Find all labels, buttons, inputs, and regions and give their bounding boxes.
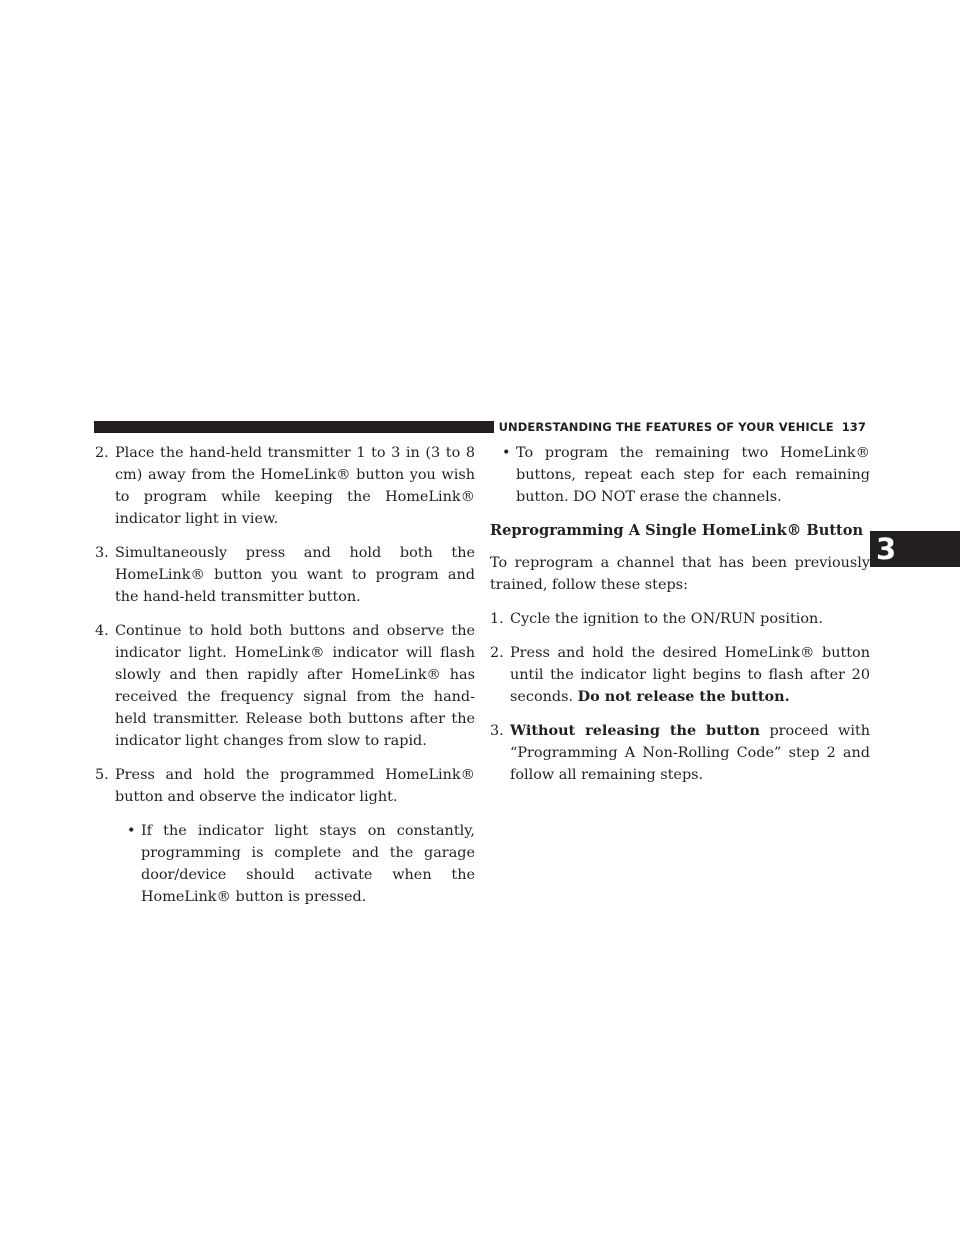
step-text: Cycle the ignition to the ON/RUN position. xyxy=(510,611,823,627)
bullet-icon: • xyxy=(502,445,511,461)
header-text xyxy=(499,419,866,435)
right-column xyxy=(490,442,870,798)
step-item xyxy=(95,620,475,752)
step-text: Press and hold the desired HomeLink® button until the indicator light begins to flash after 20 seconds. xyxy=(510,645,870,705)
step-number: 3. xyxy=(490,723,504,739)
step-text: Press and hold the programmed HomeLink® button and observe the indicator light. xyxy=(115,767,475,805)
step-number: 1. xyxy=(490,611,504,627)
step-number: 5. xyxy=(95,767,109,783)
step-item xyxy=(95,764,475,808)
intro-paragraph: To reprogram a channel that has been previously trained, follow these steps: xyxy=(490,555,870,593)
page-number: 137 xyxy=(841,420,866,434)
step-item xyxy=(95,542,475,608)
step-item xyxy=(490,642,870,708)
left-column xyxy=(95,442,475,920)
chapter-tab: 3 xyxy=(870,531,960,567)
bullet-text: To program the remaining two HomeLink® buttons, repeat each step for each remaining button. DO NOT erase the channels. xyxy=(516,445,870,505)
page-header xyxy=(94,419,894,435)
step-text: proceed with “Programming A Non-Rolling Code” step 2 and follow all remaining steps. xyxy=(510,723,871,783)
step-text: Continue to hold both buttons and observe the indicator light. HomeLink® indicator will flash slowly and then rapidly after HomeLink® has received the frequency signal from the hand-held transmitter. Release both buttons after the indicator light changes from slow to rapid. xyxy=(115,623,475,749)
step-number: 4. xyxy=(95,623,109,639)
bullet-item xyxy=(115,820,475,908)
section-title: UNDERSTANDING THE FEATURES OF YOUR VEHICLE xyxy=(498,420,834,434)
step-number: 2. xyxy=(95,445,109,461)
bullet-text: If the indicator light stays on constantly, programming is complete and the garage door/device should activate when the HomeLink® button is pressed. xyxy=(141,823,475,905)
step-item xyxy=(490,608,870,630)
step-text: Simultaneously press and hold both the HomeLink® button you want to program and the hand-held transmitter button. xyxy=(115,545,475,605)
step-text: Place the hand-held transmitter 1 to 3 in (3 to 8 cm) away from the HomeLink® button you wish to program while keeping the HomeLink® indicator light in view. xyxy=(115,445,475,527)
header-bar xyxy=(94,421,494,433)
bullet-icon: • xyxy=(127,823,136,839)
section-heading: Reprogramming A Single HomeLink® Button xyxy=(490,522,864,539)
step-bold-text: Do not release the button. xyxy=(577,688,790,705)
step-item xyxy=(490,720,870,786)
step-number: 3. xyxy=(95,545,109,561)
bullet-item xyxy=(490,442,870,508)
step-bold-text: Without releasing the button xyxy=(510,722,760,739)
step-number: 2. xyxy=(490,645,504,661)
step-item xyxy=(95,442,475,530)
